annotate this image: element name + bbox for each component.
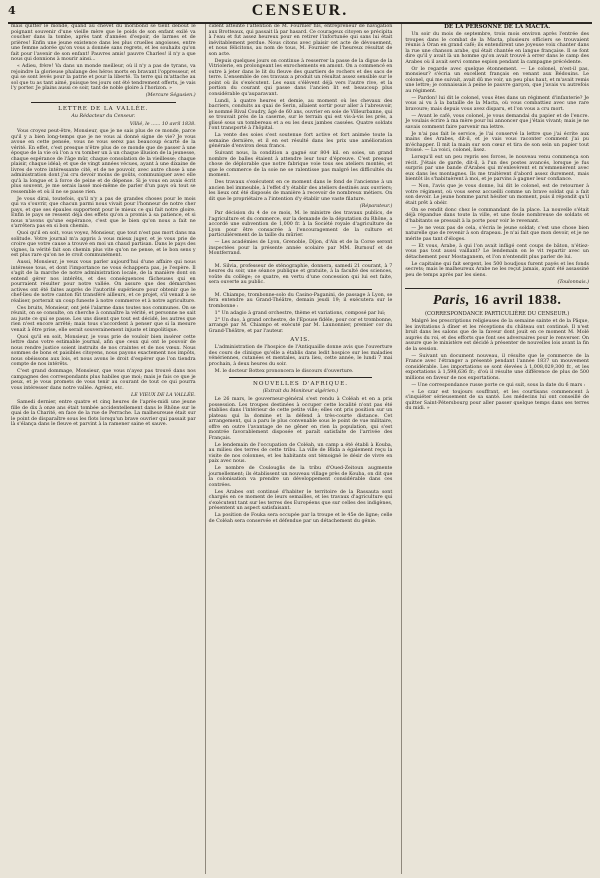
article-paragraph: Quoi qu'il en soit, Monsieur, je vous prie de vouloir bien insérer cette lettre dans votre estimable journal, afin que ceux qui ont le pouvoir de nous rendre justice soient instruits de nos craintes et de nos vœux. Nous sommes de bons et paisibles citoyens, nous payons exactement nos impôts, nous obéissons aux lois, et nous avons le droit d'espérer que l'on tiendra compte de nos intérêts. <box>11 334 196 367</box>
article-paragraph: — Et vous, Arabe, à qui l'on avait infligé cent coups de bâton, n'étiez-vous pas tout aussi vaillant? Le lendemain on le vit repartir avec un détachement pour Mostaganem, et l'on n'entendit plus parler de lui. <box>405 243 589 260</box>
section-divider <box>229 260 373 261</box>
article-paragraph: 2° Un duo, à grand orchestre, de l'Epouse fidèle, pour cor et trombonne, arrangé par M. Chiampo et exécuté par M. Launonnier, premier cor du Grand-Théâtre, et par l'auteur. <box>208 317 393 334</box>
article-paragraph: Malgré les prescriptions religieuses de la semaine sainte et de la Pâque, les invitations à dîner et les réceptions du château ont continué. Il n'est bruit dans les salons que de la faveur dont jouit en ce moment M. Molé auprès du roi, et des efforts que font ses adversaires pour le renverser. On assure que le ministère est décidé à présenter de nouvelles lois avant la fin de la session. <box>405 319 589 352</box>
article-paragraph: 1° Un adagio à grand orchestre, thème et variations, composé par lui; <box>214 310 386 316</box>
page-number: 4 <box>8 4 16 17</box>
section-divider <box>31 102 176 103</box>
article-paragraph: Aussi, Monsieur, je veux vous parler aujourd'hui d'une affaire qui nous intéresse tous, et dont l'importance ne vous échappera pas, je l'espère. Il s'agit de la marche de notre administration locale, de la manière dont on entend gérer nos intérêts, et des conséquences fâcheuses qui en pourraient résulter pour notre vallée. On assure que des démarches actives ont été faites auprès de l'autorité supérieure pour obtenir que le chef-lieu de notre canton fût transféré ailleurs, et ce projet, s'il venait à se réaliser, porterait un coup funeste à notre commerce et à notre agriculture. <box>11 260 196 304</box>
article-paragraph: — Une correspondance russe porte ce qui suit, sous la date du 6 mars : <box>411 382 586 388</box>
article-paragraph: « Le czar est toujours souffrant, et les courtisans commencent à s'inquiéter sérieusement de sa santé. Les médecins lui ont conseillé de quitter Saint-Pétersbourg pour aller passer quelque temps dans ses terres du midi. » <box>405 389 589 411</box>
article-paragraph: cident atteinte l'attention de M. Fournier fils, entrepreneur de navigation aux Brotteaux, qui passait là par hasard. Ce courageux citoyen se précipita à l'eau et fut assez heureux pour en retirer l'infortunée qui sans lui était inévitablement perdue. Nous citons avec plaisir cet acte de dévouement, et nous félicitons, au nom de tous, M. Fournier de l'heureux résultat de son acte. <box>208 24 393 57</box>
source-signature: (Réparateur.) <box>359 203 393 209</box>
article-paragraph: — Non, l'avis que je vous donne, lui dit le colonel, est de retourner à votre régiment, où vous serez accueilli comme un brave soldat qui a fait son devoir. Le jeune homme parut hésiter un moment, puis il répondit qu'il était prêt à obéir. <box>405 184 589 206</box>
correspondence-label: (CORRESPONDANCE PARTICULIÈRE DU CENSEUR.) <box>424 311 570 317</box>
article-paragraph: Depuis quelques jours on continue à resserrer la passe de la digue de la Vitriolerie, en prolongeant les enrochements en amont. On a commencé en outre à jeter dans le lit du fleuve des quartiers de rochers et des sacs de terre. L'ensemble de ces travaux a produit un résultat assez sensible sur le point où ils s'exécutent. Les eaux s'élèvent déjà vers l'autre rive, et la portion du courant qui passe dans l'ancien lit est beaucoup plus considérable qu'auparavant. <box>208 58 393 97</box>
article-paragraph: Par décision du 4 de ce mois, M. le ministre des travaux publics, de l'agriculture et du commerce, sur la demande de la députation du Rhône, a accordé une subvention de 1,000 fr. à la Société royale d'agriculture de Lyon pour être consacrée à l'encouragement de la culture et particulièrement de la taille du mûrier. <box>208 211 393 238</box>
article-paragraph: Ces bruits, Monsieur, ont jeté l'alarme dans toutes nos communes. On se réunit, on se consulte, on cherche à connaître la vérité, et personne ne sait au juste ce qui se passe. Les uns disent que tout est décidé, les autres que rien n'est encore arrêté; mais tous s'accordent à penser que si la mesure venait à être prise, elle serait souverainement injuste et impolitique. <box>11 305 196 333</box>
letter-heading: LETTRE DE LA VALLÉE. <box>58 105 149 112</box>
article-paragraph: M. Silvia, professeur de sténographie, donnera, samedi 21 courant, à 7 heures du soir, une séance publique et gratuite, à la faculté des sciences, voûte du collège; ce quatre, en vertu d'une concession qui lui est faite, sera ouverte au public. <box>208 263 393 285</box>
article-paragraph: Vous croyez peut-être, Monsieur, que je ne sais plus de ce monde, parce qu'il y a bien long-temps que je ne vous ai donné signe de vie? Je vous avoue en cette pensée, vous ne vous serez pas beaucoup écarté de la vérité. En effet, c'est presque n'être plus de ce monde que de passer à une époque de la vie où l'on a vu tomber un à un chaque illusion de la jeunesse, chaque espérance de l'âge mûr, chaque consolation de la vieillesse; chaque plaisir, chaque idéal; et que de vingt années vécues, ayant à une dixaine de livres de votre intéressante cité, et de ne pouvoir, avec autre chose à une administration dont j'ai cru devoir moins de goûts, communiquer avec elle qu'à la longue et à force de peine et de dépense. Si je vous en avais écrit plus souvent, je me serais lassé moi-même de parler d'un pays où tout se ressemble et où il ne se passe rien. <box>11 129 196 195</box>
article-paragraph: Lorsqu'il eut un peu repris ses forces, le nouveau venu commença son récit. J'étais de garde, dit-il, à l'un des postes avancés, lorsque je fus surpris par une bande d'Arabes qui m'enlevèrent et m'emmenèrent avec eux dans les montagnes. Ils me traitèrent d'abord assez durement, mais bientôt ils s'habituèrent à moi, et je parvins à gagner leur confiance. <box>405 155 589 182</box>
article-paragraph: Quoi qu'il en soit, vous voyez, Monsieur, que tout n'est pas mort dans ma solitude. Votre journal m'a appris à vous mieux juger, et je vous prie de croire que votre cause a trouvé en moi un chaud partisan. Dans le pays des vignes, la vérité fait son chemin plus vite qu'on ne pense, et le bon sens y est plus rare qu'on ne le croit communément. <box>11 231 196 258</box>
article-paragraph: — Pardon! lui dit le colonel, vous êtes dans un régiment d'infanterie? Je vous ai vu à la bataille de la Macta, où vous combattiez avec une rare bravoure; mais depuis vous avez disparu, et l'on vous a cru mort. <box>405 95 589 112</box>
article-paragraph: Suivant nous, la condition a gagné sur 804 kil. en soies, un grand nombre de balles étaient à attendre leur tour d'épreuve. C'est presque chose de déplorable que notre fabrique voie tous ses ateliers montés, et que le commerce de la soie ne se ralentisse pas malgré les difficultés du moment. <box>208 151 393 178</box>
paris-dateline <box>405 292 589 309</box>
page-header <box>8 4 592 24</box>
article-paragraph: mais quitter le monde, quand au chevet du moribond se tient debout le poignant souvenir d'une vieille mère que le poids de son enfant exilé va coucher dans la tombe, après tant d'années d'espoir, de larmes et de prières! Enfin une jeune existence dans les plus cruelles angoisses, entre une femme adorée qu'on vous a donnée sans regrets, et les souhaits qu'on fait pour l'avenir de son enfant! Pauvres amis! pauvre Charles! il n'y a que nous qui donnions à mourir ainsi... <box>11 24 196 62</box>
article-paragraph: M. Chiampo, trombonne-solo du Casino-Paganini, de passage à Lyon, se fera entendre au Grand-Théâtre, demain jeudi 19; il exécutera sur le trombonne : <box>208 292 393 309</box>
article-paragraph: Le lendemain de l'occupation de Coléah, un camp a été établi à Kouba, au milieu des terres de cette tribu. La ville de Blida a également reçu la visite de nos colonnes, et les habitants ont témoigné le désir de vivre en paix avec nous. <box>208 442 393 464</box>
article-paragraph: La vente des soies s'est soutenue fort active et fort animée toute la semaine dernière, et il en est résulté dans les prix une amélioration générale d'environ deux francs. <box>208 133 393 149</box>
article-paragraph: Je n'ai pas fait le service, je l'ai conservé la lettre que j'ai écrite aux mains des Arabes, dit-il, et je vais vous raconter comment j'ai pu m'échapper. Il mit la main sur son cœur et tira de son sein un papier tout froissé. — La voici, colonel, lisez. <box>405 131 589 153</box>
source-signature: (Mercure Ségusien.) <box>145 93 196 98</box>
article-paragraph: — Je ne veux pas de cela, s'écria le jeune soldat; c'est une chose bien naturelle que de revenir à son drapeau. Je n'ai fait que mon devoir, et je ne mérite pas tant d'éloges. <box>405 225 589 242</box>
article-paragraph: L'administration de l'hospice de l'Antiquaille donne avis que l'ouverture des cours de clinique qu'elle a établis dans ledit hospice sur les maladies vénériennes, cutanées et mentales, aura lieu, cette année, le lundi 7 mai prochain, à deux heures du soir. <box>208 345 393 367</box>
article-paragraph: Je vous dirai, toutefois, qu'il n'y a pas de grandes choses pour le mois qui va s'ouvrir, que chacun parmi nous vivait pour l'honneur de notre cher pays, et que ses épaules supportent pour le mieux ce qui fait notre gloire. Enfin le pays se ressent déjà des effets qu'on a promis à sa patience, et si nous n'avons qu'une espérance, c'est que le bien qu'on nous a fait ne s'arrêtera pas en si bon chemin. <box>11 196 196 229</box>
article-paragraph: Le capitaine qui fait sergent, les 500 boudjous furent payés et les fonds secrets; mais le malheureux Arabe ne les reçut jamais, ayant été assassiné peu de temps après par les siens. <box>405 261 589 278</box>
article-paragraph: — Suivant un document nouveau, il résulte que le commerce de la France avec l'étranger a présenté pendant l'année 1837 un mouvement considérable. Les importations se sont élevées à 1,008,029,300 fr., et les exportations à 1,598,636 fr.; d'où il résulte une différence de plus de 500 millions en faveur de nos exportations. <box>405 353 589 381</box>
letter-subheading: Au Rédacteur du Censeur. <box>71 113 136 119</box>
letter-date: Villié, le ...... 10 avril 1838. <box>129 121 196 127</box>
article-paragraph: M. le docteur Bottex prononcera le discours d'ouverture. <box>214 368 354 374</box>
article-paragraph: Le 26 mars, le gouverneur-général s'est rendu à Coléah et en a pris possession. Les troupes destinées à occuper cette localité n'ont pas été établies dans l'intérieur de cette petite ville; elles ont pris position sur un plateau qui la domine et la défend à très-courte distance. Cet arrangement, qui a paru le plus convenable sous le point de vue militaire, offre en outre l'avantage de ne gêner en rien la population, qui s'est montrée favorablement disposée et paraît satisfaite de l'arrivée des Français. <box>208 397 393 441</box>
article-paragraph: Or le regarde avec quelque étonnement. — Le colonel, n'est-il pas, monsieur? s'écria un excellent français en venant aux Bédouins. Le colonel, qui me suivait, avait dû me voir, un peu plus haut, et m'avait remis une lettre; je connaissais à peine le pauvre garçon, que j'avais vu autrefois au régiment. <box>405 66 589 94</box>
column-2 <box>205 24 396 874</box>
article-paragraph: — Avant le café, vous colonel, je vous demandai du papier et de l'encre. Je voulais écrire à ma mère pour lui annoncer que j'étais vivant; mais je ne savais comment faire parvenir ma lettre. <box>405 113 589 130</box>
africa-news-source: (Extrait du Moniteur algérien.) <box>262 389 339 394</box>
dateline-date: 16 avril 1838. <box>473 293 562 308</box>
source-signature: (Toulonnais.) <box>557 279 589 285</box>
letter-signature: LE VIEUX DE LA VALLÉE. <box>131 392 196 398</box>
section-divider <box>405 288 589 289</box>
article-paragraph: Les Arabes ont continué d'habiter le territoire de la Rassauta sont chargés en ce moment de leurs semailles, et les travaux d'agriculture qui s'exécutent tant sur les terres des Européens que sur celles des indigènes, présentent un aspect satisfaisant. <box>208 489 393 511</box>
article-paragraph: — Les académies de Lyon, Grenoble, Dijon, d'Aix et de la Corse seront inspectées pour la présente année scolaire par MM. Burnouf et de Montferrand. <box>208 240 393 256</box>
article-paragraph: C'est grand dommage, Monsieur, que vous n'ayez pas trouvé dans nos campagnes des correspondants plus habiles que moi; mais je fais ce que je peux, et je vous promets de vous tenir au courant de tout ce qui pourra vous intéresser dans notre vallée. Agréez, etc. <box>11 369 196 391</box>
section-divider <box>229 289 373 290</box>
article-paragraph: « Adieu, frère! Va dans un monde meilleur, où il n'y a pas de tyrans, va rejoindre la glorieuse phalange des héros morts en bravant l'oppresseur, et qui se sont levés pour la patrie et pour la liberté. Ta terre qui m'attache au sol que tu as tant aimé, puisque tes jours ont été tendrement offerts, je vais l'y porter. Je plains aussi ce soir, tant de noble gloire à l'horizon. » <box>11 64 196 91</box>
notice-heading: AVIS. <box>290 337 311 343</box>
story-heading: DE LA PERSONNE DE LA MACTA. <box>444 24 551 30</box>
article-paragraph: On se rendit donc chez le commandant de la place. La nouvelle s'était déjà répandue dans toute la ville, et une foule nombreuse de soldats et d'habitants se pressait à la porte pour voir le revenant. <box>405 207 589 224</box>
article-paragraph: Des travaux s'exécutent en ce moment dans le fond de l'ancienne à un ancien bel immeuble, à l'effet d'y établir des ateliers destinés aux ouvriers; les lieux ont été disposés de manière à recevoir de nombreux métiers. On dit que le propriétaire a l'intention d'y établir une vaste filature. <box>208 180 393 202</box>
columns <box>8 24 592 874</box>
column-3 <box>401 24 592 874</box>
dateline-place: Paris, <box>432 293 470 308</box>
africa-news-heading: NOUVELLES D'AFRIQUE. <box>253 381 348 387</box>
masthead-title: CENSEUR. <box>251 2 349 19</box>
column-1 <box>8 24 199 874</box>
article-paragraph: La position de Fouka sera occupée par la troupe et le 45e de ligne; celle de Coléah sera conservée et défendue par un détachement du génie. <box>208 513 393 524</box>
article-paragraph: Un soir du mois de septembre, trois mois environ après l'entrée des troupes dans le combat de la Macta, plusieurs officiers se trouvaient réunis à Oran en grand café; ils entendirent une joyeuse voix chanter dans la rue une chanson arabe, qui était chantée en langue française. Il se font dire qu'il y avait là un homme qu'on avait trouvé à errer dans le camp des Arabes où il avait servi comme espion pendant la campagne précédente. <box>405 32 589 65</box>
article-paragraph: Le nombre de Coulouglis de la tribu d'Oued-Zeitoun augmente journellement; ils établissent un nouveau village près de Kouba, on dit que la colonisation va prendre un développement considérable dans ces contrées. <box>208 466 393 488</box>
section-divider <box>229 377 373 378</box>
article-paragraph: Lundi, à quatre heures et demie, au moment où les chevaux des bacriers, conduits au quai de Serin, allaient sortir pour aller à l'abreuvoir, le nommé Rival Coudry, âgé de 60 ans, ouvrier en soie de Villeurbanne, qui se trouvait près de la caserne, sur le terrain qui est vis-à-vis les prés, a glissé sous un tombereau et a eu les deux jambes cassées. Quatre soldats l'ont transporté à l'hôpital. <box>208 98 393 131</box>
article-paragraph: Samedi dernier, entre quatre et cinq heures de l'après-midi une jeune fille de dix à onze ans était tombée accidentellement dans le Rhône sur le quai de la Charité, en face de la rue de Perrache. La malheureuse était sur le point de disparaître sous les flots lorsqu'un brave ouvrier qui passait par là s'élança dans le fleuve et parvint à la ramener saine et sauve. <box>11 400 196 427</box>
